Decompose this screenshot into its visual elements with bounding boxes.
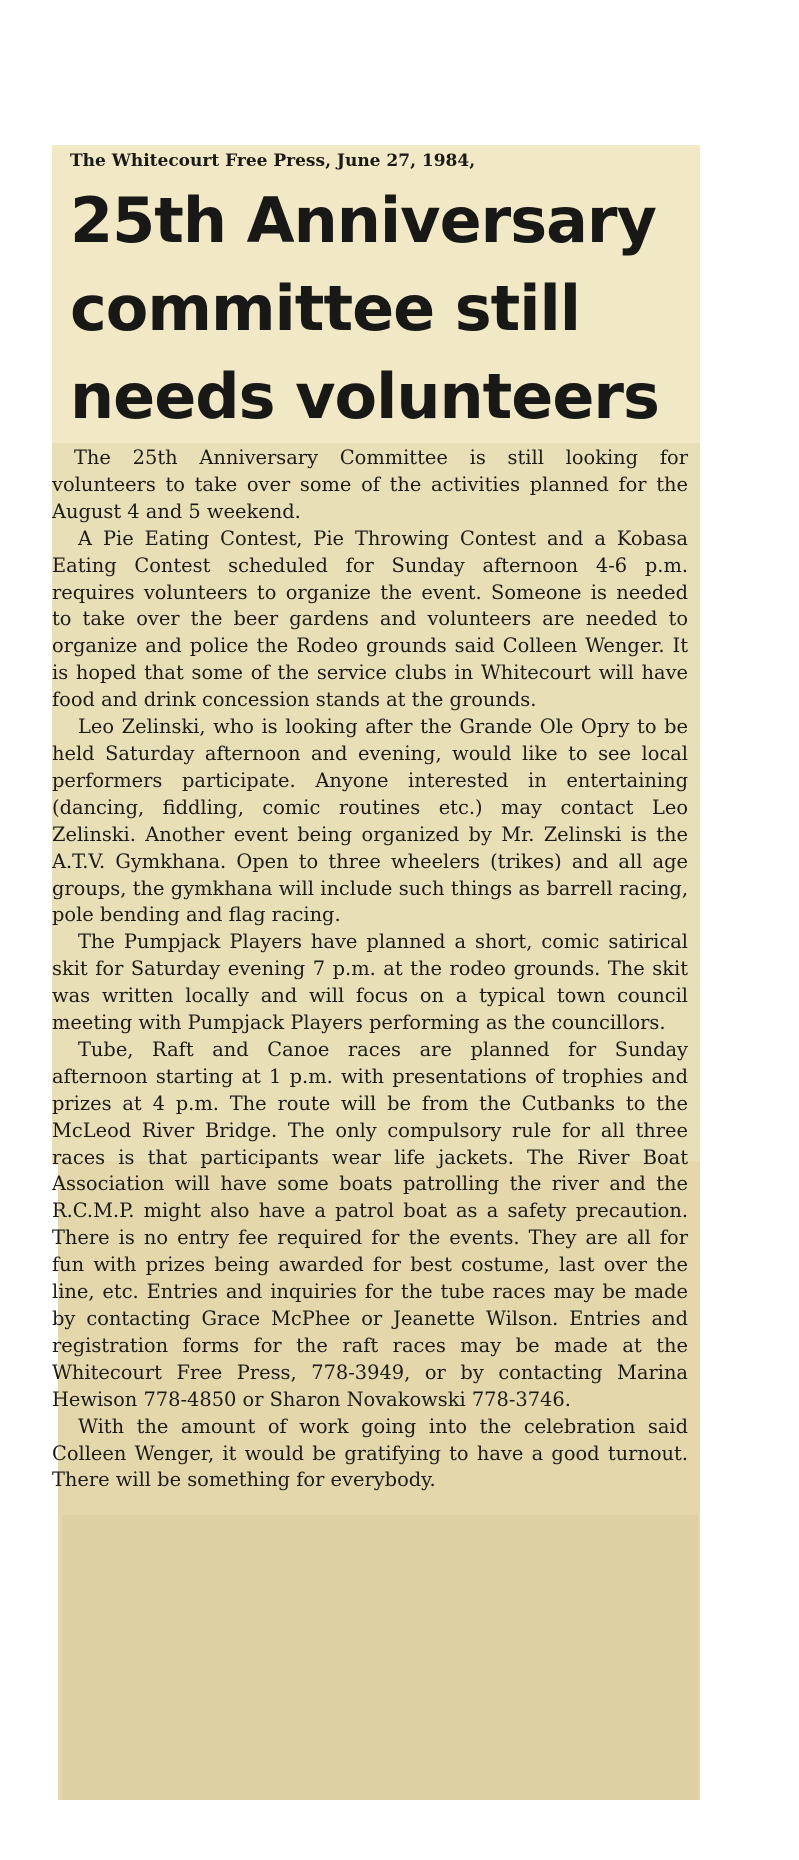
paragraph-3: Leo Zelinski, who is looking after the Grande Ole Opry to be held Saturday afternoon and evening, would like to see local performers participate. Anyone interested in entertaining (dancing, fiddling, comic routines etc.) may contact Leo Zelinski. Another event being organized by Mr. Zelinski is the A.T.V. Gymkhana. Open to three wheelers (trikes) and all age groups, the gymkhana will include such things as barrell racing, pole bending and flag racing. <box>52 715 688 927</box>
paragraph-1: The 25th Anniversary Committee is still looking for volunteers to take over some of the activities planned for the August 4 and 5 weekend. <box>52 446 688 523</box>
headline-line-3: needs volunteers <box>70 360 659 433</box>
newspaper-clipping <box>52 145 700 1800</box>
headline <box>70 177 690 441</box>
dateline: The Whitecourt Free Press, June 27, 1984, <box>70 151 476 171</box>
paper-strip-bottom <box>62 1515 698 1800</box>
paragraph-2: A Pie Eating Contest, Pie Throwing Contest and a Kobasa Eating Contest scheduled for Sunday afternoon 4-6 p.m. requires volunteers to organize the event. Someone is needed to take over the beer gardens and volunteers are needed to organize and police the Rodeo grounds said Colleen Wenger. It is hoped that some of the service clubs in Whitecourt will have food and drink concession stands at the grounds. <box>52 526 688 712</box>
paragraph-6: With the amount of work going into the celebration said Colleen Wenger, it would be gratifying to have a good turnout. There will be something for everybody. <box>52 1414 688 1492</box>
headline-line-2: committee still <box>70 272 581 345</box>
paragraph-5: Tube, Raft and Canoe races are planned for Sunday afternoon starting at 1 p.m. with presentations of trophies and prizes at 4 p.m. The route will be from the Cutbanks to the McLeod River Bridge. The only compulsory rule for all three races is that participants wear life jackets. The River Boat Association will have some boats patrolling the river and the R.C.M.P. might also have a patrol boat as a safety precaution. There is no entry fee required for the events. They are all for fun with prizes being awarded for best costume, last over the line, etc. Entries and inquiries for the tube races may be made by contacting Grace McPhee or Jeanette Wilson. Entries and registration forms for the raft races may be made at the Whitecourt Free Press, 778-3949, or by contacting Marina Hewison 778-4850 or Sharon Novakowski 778-3746. <box>52 1037 688 1411</box>
headline-line-1: 25th Anniversary <box>70 184 656 257</box>
paragraph-4: The Pumpjack Players have planned a short, comic satirical skit for Saturday evening 7 p.m. at the rodeo grounds. The skit was written locally and will focus on a typical town council meeting with Pumpjack Players performing as the councillors. <box>52 930 688 1035</box>
article-body <box>52 445 700 1494</box>
